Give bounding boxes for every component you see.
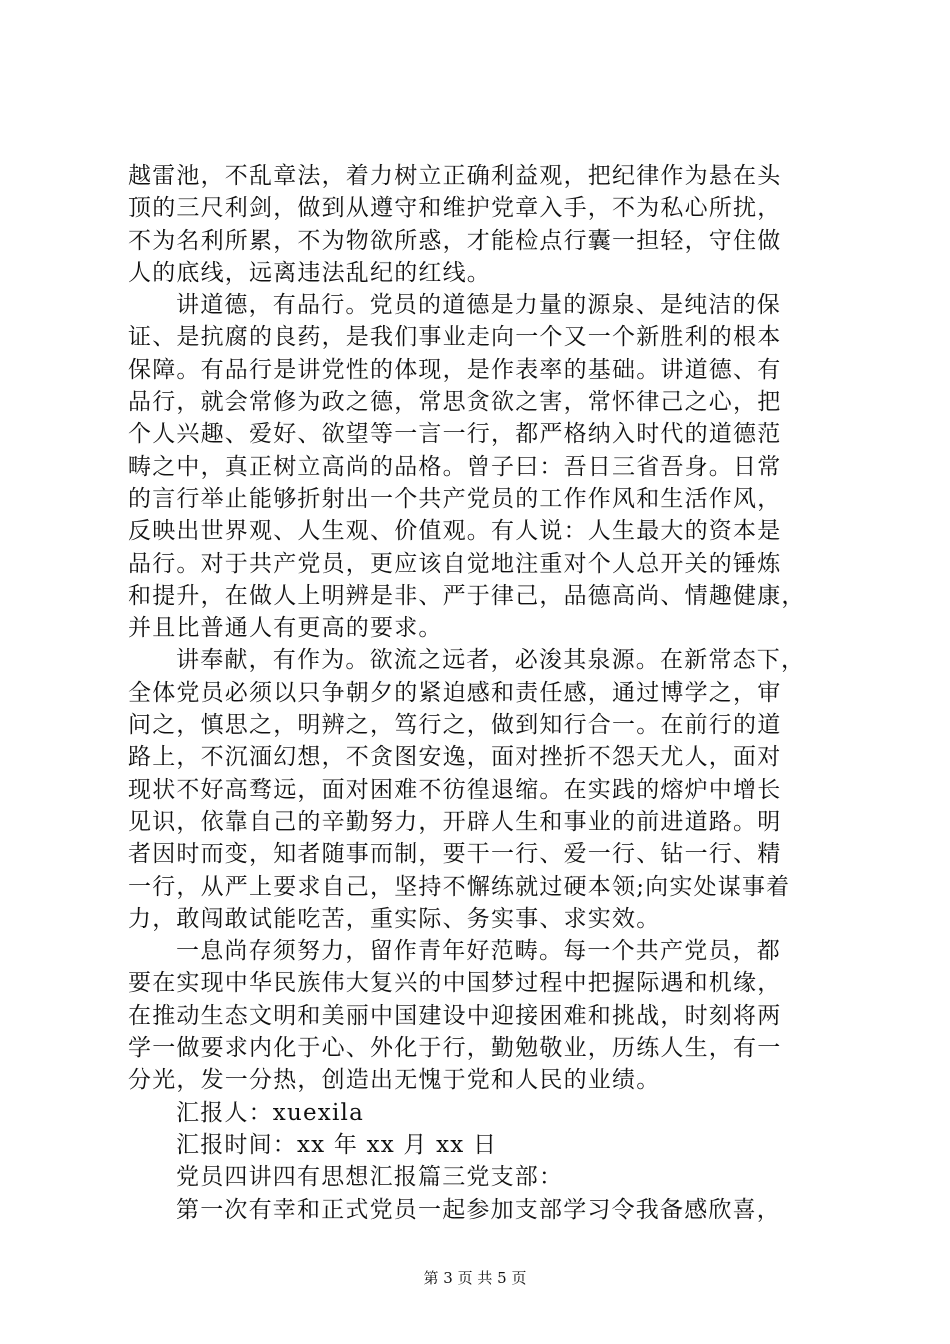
text-line: 分光，发一分热，创造出无愧于党和人民的业绩。 bbox=[128, 1067, 661, 1094]
text-line: 畴之中，真正树立高尚的品格。曾子曰：吾日三省吾身。日常 bbox=[128, 453, 782, 480]
text-line: 保障。有品行是讲党性的体现，是作表率的基础。讲道德、有 bbox=[128, 356, 782, 383]
text-line: 讲奉献，有作为。欲流之远者，必浚其泉源。在新常态下， bbox=[176, 647, 806, 674]
text-line: 力，敢闯敢试能吃苦，重实际、务实事、求实效。 bbox=[128, 905, 661, 932]
text-line: 个人兴趣、爱好、欲望等一言一行，都严格纳入时代的道德范 bbox=[128, 421, 782, 448]
text-line: 反映出世界观、人生观、价值观。有人说：人生最大的资本是 bbox=[128, 518, 782, 545]
text-line: 讲道德，有品行。党员的道德是力量的源泉、是纯洁的保 bbox=[176, 292, 781, 319]
page-footer: 第 3 页 共 5 页 bbox=[423, 1269, 527, 1287]
text-line: 证、是抗腐的良药，是我们事业走向一个又一个新胜利的根本 bbox=[128, 324, 782, 351]
text-line: 要在实现中华民族伟大复兴的中国梦过程中把握际遇和机缘， bbox=[128, 970, 782, 997]
text-line: 和提升，在做人上明辨是非、严于律己，品德高尚、情趣健康， bbox=[128, 582, 806, 609]
text-line: 第一次有幸和正式党员一起参加支部学习令我备感欣喜， bbox=[176, 1196, 781, 1223]
text-line: 现状不好高骛远，面对困难不彷徨退缩。在实践的熔炉中增长 bbox=[128, 776, 782, 803]
text-line: 顶的三尺利剑，做到从遵守和维护党章入手，不为私心所扰， bbox=[128, 195, 782, 222]
text-line: 并且比普通人有更高的要求。 bbox=[128, 615, 443, 642]
document-body bbox=[128, 160, 828, 1226]
text-line: 一行，从严上要求自己，坚持不懈练就过硬本领;向实处谋事着 bbox=[128, 873, 791, 900]
text-line: 见识，依靠自己的辛勤努力，开辟人生和事业的前进道路。明 bbox=[128, 808, 782, 835]
text-line: 品行，就会常修为政之德，常思贪欲之害，常怀律己之心，把 bbox=[128, 389, 782, 416]
text-line: 品行。对于共产党员，更应该自觉地注重对个人总开关的锤炼 bbox=[128, 550, 782, 577]
text-line: 路上，不沉湎幻想，不贪图安逸，面对挫折不怨天尤人，面对 bbox=[128, 744, 782, 771]
text-line: 党员四讲四有思想汇报篇三党支部： bbox=[176, 1164, 564, 1191]
text-line: 问之，慎思之，明辨之，笃行之，做到知行合一。在前行的道 bbox=[128, 712, 782, 739]
text-line: 学一做要求内化于心、外化于行，勤勉敬业，历练人生，有一 bbox=[128, 1035, 782, 1062]
text-line: 的言行举止能够折射出一个共产党员的工作作风和生活作风， bbox=[128, 485, 782, 512]
text-line: 不为名利所累，不为物欲所惑，才能检点行囊一担轻，守住做 bbox=[128, 227, 782, 254]
text-line: 一息尚存须努力，留作青年好范畴。每一个共产党员，都 bbox=[176, 938, 781, 965]
text-line: 越雷池，不乱章法，着力树立正确利益观，把纪律作为悬在头 bbox=[128, 163, 782, 189]
text-line: 全体党员必须以只争朝夕的紧迫感和责任感，通过博学之，审 bbox=[128, 679, 782, 706]
text-line: 汇报时间：xx 年 xx 月 xx 日 bbox=[176, 1131, 498, 1158]
text-line: 人的底线，远离违法乱纪的红线。 bbox=[128, 259, 491, 286]
text-line: 汇报人：xuexila bbox=[176, 1099, 364, 1126]
text-line: 在推动生态文明和美丽中国建设中迎接困难和挑战，时刻将两 bbox=[128, 1002, 782, 1029]
text-line: 者因时而变，知者随事而制，要干一行、爱一行、钻一行、精 bbox=[128, 841, 782, 868]
